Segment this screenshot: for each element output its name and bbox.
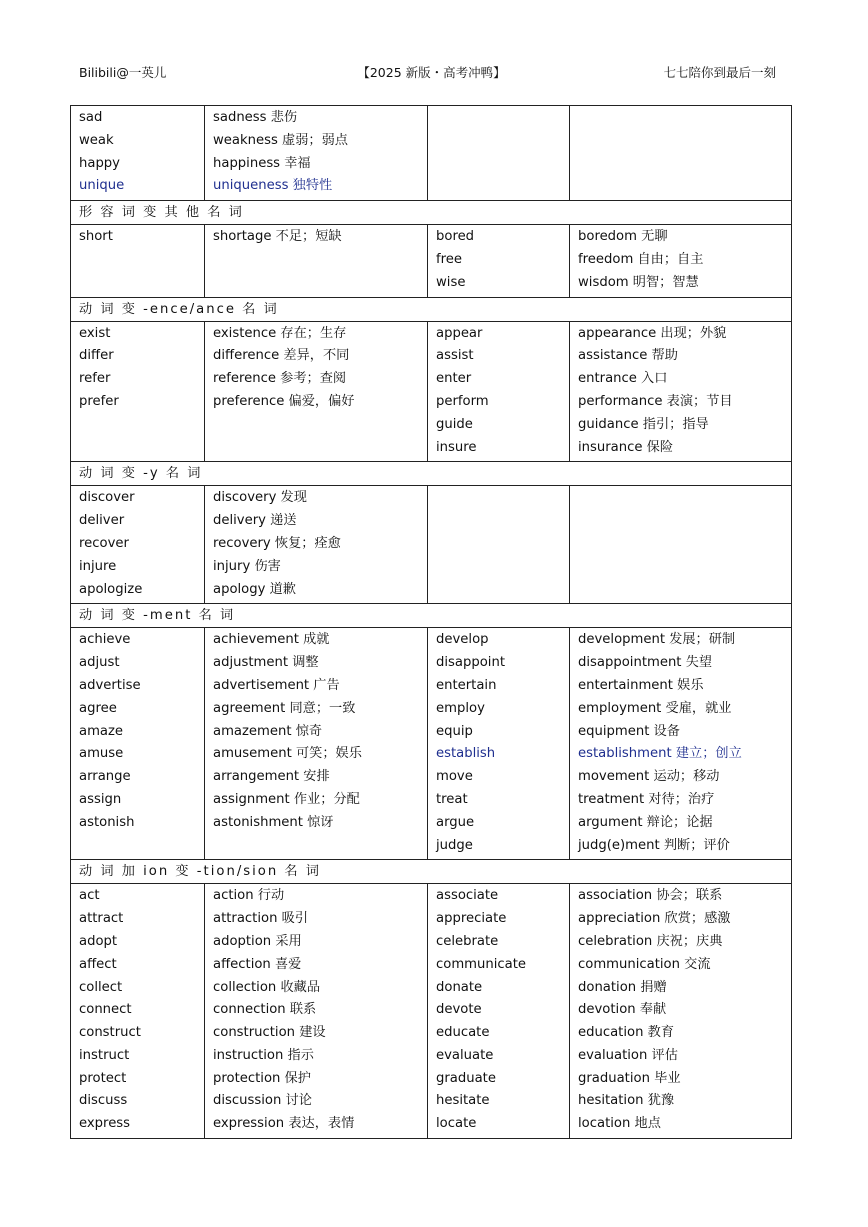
- noun-entry: graduation 毕业: [578, 1070, 681, 1086]
- word-row: [71, 486, 792, 604]
- noun-form-cell: [570, 884, 792, 1139]
- word-row: [71, 106, 792, 201]
- word-entry: amuse: [79, 746, 124, 762]
- word-entry: donate: [436, 979, 483, 995]
- header-left: Bilibili@一英儿: [79, 65, 167, 80]
- noun-entry: weakness 虚弱；弱点: [213, 132, 348, 148]
- word-entry: hesitate: [436, 1093, 490, 1109]
- base-word-cell: [71, 486, 205, 604]
- section-header-row: [71, 297, 792, 321]
- word-entry: happy: [79, 155, 120, 171]
- noun-entry: argument 辩论；论据: [578, 814, 713, 830]
- word-entry: judge: [436, 837, 473, 853]
- noun-entry: happiness 幸福: [213, 155, 311, 171]
- base-word-cell: [428, 884, 570, 1139]
- noun-entry: uniqueness 独特性: [213, 178, 333, 194]
- word-entry: establish: [436, 746, 496, 762]
- noun-form-cell: [205, 106, 428, 201]
- word-entry: devote: [436, 1002, 482, 1018]
- noun-entry: judg(e)ment 判断；评价: [578, 837, 730, 853]
- noun-entry: appreciation 欣赏；感激: [578, 911, 731, 927]
- page-header: [79, 63, 776, 83]
- noun-entry: wisdom 明智；智慧: [578, 274, 699, 290]
- word-entry: bored: [436, 229, 475, 245]
- header-center: 【2025 新版・高考冲鸭】: [357, 65, 506, 80]
- noun-entry: shortage 不足；短缺: [213, 229, 342, 245]
- word-entry: agree: [79, 700, 117, 716]
- base-word-cell: [428, 628, 570, 860]
- noun-entry: insurance 保险: [578, 439, 674, 455]
- noun-form-cell: [205, 486, 428, 604]
- word-entry: locate: [436, 1116, 477, 1132]
- word-entry: weak: [79, 132, 114, 148]
- noun-form-cell: [570, 225, 792, 297]
- base-word-cell: [71, 321, 205, 462]
- word-entry: discover: [79, 490, 135, 506]
- word-entry: astonish: [79, 814, 135, 830]
- base-word-cell: [428, 106, 570, 201]
- word-entry: assign: [79, 791, 122, 807]
- word-entry: collect: [79, 979, 123, 995]
- noun-entry: performance 表演；节目: [578, 393, 733, 409]
- noun-entry: protection 保护: [213, 1070, 311, 1086]
- word-entry: construct: [79, 1025, 141, 1041]
- noun-entry: attraction 吸引: [213, 911, 309, 927]
- noun-entry: preference 偏爱，偏好: [213, 393, 355, 409]
- word-entry: act: [79, 888, 100, 904]
- word-entry: disappoint: [436, 655, 505, 671]
- word-entry: apologize: [79, 581, 143, 597]
- noun-entry: injury 伤害: [213, 558, 281, 574]
- word-entry: attract: [79, 911, 124, 927]
- noun-entry: freedom 自由；自主: [578, 251, 704, 267]
- word-entry: perform: [436, 393, 489, 409]
- word-entry: argue: [436, 814, 475, 830]
- noun-entry: affection 喜爱: [213, 956, 302, 972]
- section-header-row: [71, 604, 792, 628]
- noun-form-cell: [205, 321, 428, 462]
- noun-form-cell: [570, 106, 792, 201]
- base-word-cell: [71, 225, 205, 297]
- word-entry: entertain: [436, 677, 497, 693]
- section-header-row: [71, 201, 792, 225]
- noun-entry: boredom 无聊: [578, 229, 668, 245]
- word-row: [71, 628, 792, 860]
- word-entry: enter: [436, 371, 472, 387]
- word-entry: employ: [436, 700, 485, 716]
- noun-entry: existence 存在；生存: [213, 325, 347, 341]
- word-entry: achieve: [79, 632, 131, 648]
- noun-entry: construction 建设: [213, 1025, 326, 1041]
- word-entry: assist: [436, 348, 474, 364]
- noun-entry: equipment 设备: [578, 723, 680, 739]
- word-row: [71, 884, 792, 1139]
- word-row: [71, 321, 792, 462]
- noun-entry: amusement 可笑；娱乐: [213, 746, 362, 762]
- noun-entry: connection 联系: [213, 1002, 317, 1018]
- noun-entry: difference 差异，不同: [213, 348, 350, 364]
- word-entry: wise: [436, 274, 466, 290]
- noun-entry: achievement 成就: [213, 632, 330, 648]
- word-entry: arrange: [79, 769, 131, 785]
- word-entry: treat: [436, 791, 468, 807]
- section-title: 形 容 词 变 其 他 名 词: [71, 201, 792, 225]
- noun-entry: hesitation 犹豫: [578, 1093, 675, 1109]
- noun-entry: arrangement 安排: [213, 769, 330, 785]
- word-row: [71, 225, 792, 297]
- noun-entry: appearance 出现；外貌: [578, 325, 727, 341]
- word-entry: free: [436, 251, 463, 267]
- noun-entry: assistance 帮助: [578, 348, 678, 364]
- section-title: 动 词 变 -ment 名 词: [71, 604, 792, 628]
- word-entry: educate: [436, 1025, 490, 1041]
- word-entry: appear: [436, 325, 483, 341]
- word-entry: affect: [79, 956, 117, 972]
- word-entry: connect: [79, 1002, 132, 1018]
- section-title: 动 词 加 ion 变 -tion/sion 名 词: [71, 860, 792, 884]
- noun-form-cell: [570, 628, 792, 860]
- noun-entry: location 地点: [578, 1116, 661, 1132]
- noun-entry: reference 参考；查阅: [213, 371, 347, 387]
- noun-form-cell: [205, 225, 428, 297]
- word-entry: develop: [436, 632, 489, 648]
- noun-entry: devotion 奉献: [578, 1002, 667, 1018]
- word-entry: insure: [436, 439, 477, 455]
- noun-entry: education 教育: [578, 1025, 675, 1041]
- noun-entry: treatment 对待；治疗: [578, 791, 715, 807]
- noun-entry: instruction 指示: [213, 1047, 314, 1063]
- noun-entry: action 行动: [213, 888, 285, 904]
- noun-entry: recovery 恢复；痊愈: [213, 535, 341, 551]
- word-entry: evaluate: [436, 1047, 494, 1063]
- word-entry: amaze: [79, 723, 124, 739]
- noun-entry: evaluation 评估: [578, 1047, 678, 1063]
- noun-entry: astonishment 惊讶: [213, 814, 334, 830]
- word-entry: celebrate: [436, 933, 499, 949]
- noun-entry: disappointment 失望: [578, 655, 713, 671]
- word-entry: adjust: [79, 655, 120, 671]
- word-entry: differ: [79, 348, 114, 364]
- noun-entry: collection 收藏品: [213, 979, 321, 995]
- word-entry: unique: [79, 178, 125, 194]
- noun-entry: adjustment 调整: [213, 655, 319, 671]
- header-right: 七七陪你到最后一刻: [663, 65, 776, 80]
- base-word-cell: [428, 321, 570, 462]
- section-title: 动 词 变 -y 名 词: [71, 462, 792, 486]
- word-entry: exist: [79, 325, 111, 341]
- word-entry: advertise: [79, 677, 141, 693]
- base-word-cell: [428, 225, 570, 297]
- noun-entry: assignment 作业；分配: [213, 791, 360, 807]
- word-entry: discuss: [79, 1093, 128, 1109]
- base-word-cell: [71, 628, 205, 860]
- noun-entry: entertainment 娱乐: [578, 677, 704, 693]
- noun-entry: discussion 讨论: [213, 1093, 312, 1109]
- word-entry: short: [79, 229, 113, 245]
- noun-entry: association 协会；联系: [578, 888, 723, 904]
- word-entry: protect: [79, 1070, 127, 1086]
- word-entry: appreciate: [436, 911, 507, 927]
- vocabulary-table: [70, 105, 792, 1139]
- noun-entry: adoption 采用: [213, 933, 302, 949]
- noun-entry: discovery 发现: [213, 490, 307, 506]
- noun-entry: employment 受雇，就业: [578, 700, 732, 716]
- word-entry: deliver: [79, 513, 125, 529]
- word-entry: associate: [436, 888, 499, 904]
- noun-entry: delivery 递送: [213, 513, 297, 529]
- noun-entry: advertisement 广告: [213, 677, 340, 693]
- noun-form-cell: [205, 884, 428, 1139]
- noun-entry: entrance 入口: [578, 371, 668, 387]
- base-word-cell: [71, 106, 205, 201]
- noun-entry: amazement 惊奇: [213, 723, 323, 739]
- noun-entry: sadness 悲伤: [213, 110, 298, 125]
- word-entry: prefer: [79, 393, 119, 409]
- noun-form-cell: [570, 486, 792, 604]
- noun-entry: agreement 同意；一致: [213, 700, 356, 716]
- word-entry: injure: [79, 558, 117, 574]
- noun-entry: apology 道歉: [213, 581, 296, 597]
- noun-entry: development 发展；研制: [578, 632, 736, 648]
- word-entry: graduate: [436, 1070, 496, 1086]
- noun-form-cell: [205, 628, 428, 860]
- word-entry: adopt: [79, 933, 118, 949]
- word-entry: guide: [436, 416, 473, 432]
- vocabulary-table-body: [71, 106, 792, 1139]
- word-entry: express: [79, 1116, 131, 1132]
- word-entry: move: [436, 769, 473, 785]
- word-entry: recover: [79, 535, 129, 551]
- word-entry: refer: [79, 371, 111, 387]
- noun-form-cell: [570, 321, 792, 462]
- section-title: 动 词 变 -ence/ance 名 词: [71, 297, 792, 321]
- noun-entry: donation 捐赠: [578, 979, 667, 995]
- base-word-cell: [428, 486, 570, 604]
- word-entry: communicate: [436, 956, 527, 972]
- word-entry: sad: [79, 110, 103, 125]
- noun-entry: movement 运动；移动: [578, 769, 720, 785]
- noun-entry: establishment 建立；创立: [578, 746, 742, 762]
- word-entry: instruct: [79, 1047, 130, 1063]
- noun-entry: celebration 庆祝；庆典: [578, 933, 723, 949]
- base-word-cell: [71, 884, 205, 1139]
- noun-entry: expression 表达，表情: [213, 1116, 355, 1132]
- section-header-row: [71, 860, 792, 884]
- section-header-row: [71, 462, 792, 486]
- noun-entry: communication 交流: [578, 956, 711, 972]
- word-entry: equip: [436, 723, 473, 739]
- noun-entry: guidance 指引；指导: [578, 416, 709, 432]
